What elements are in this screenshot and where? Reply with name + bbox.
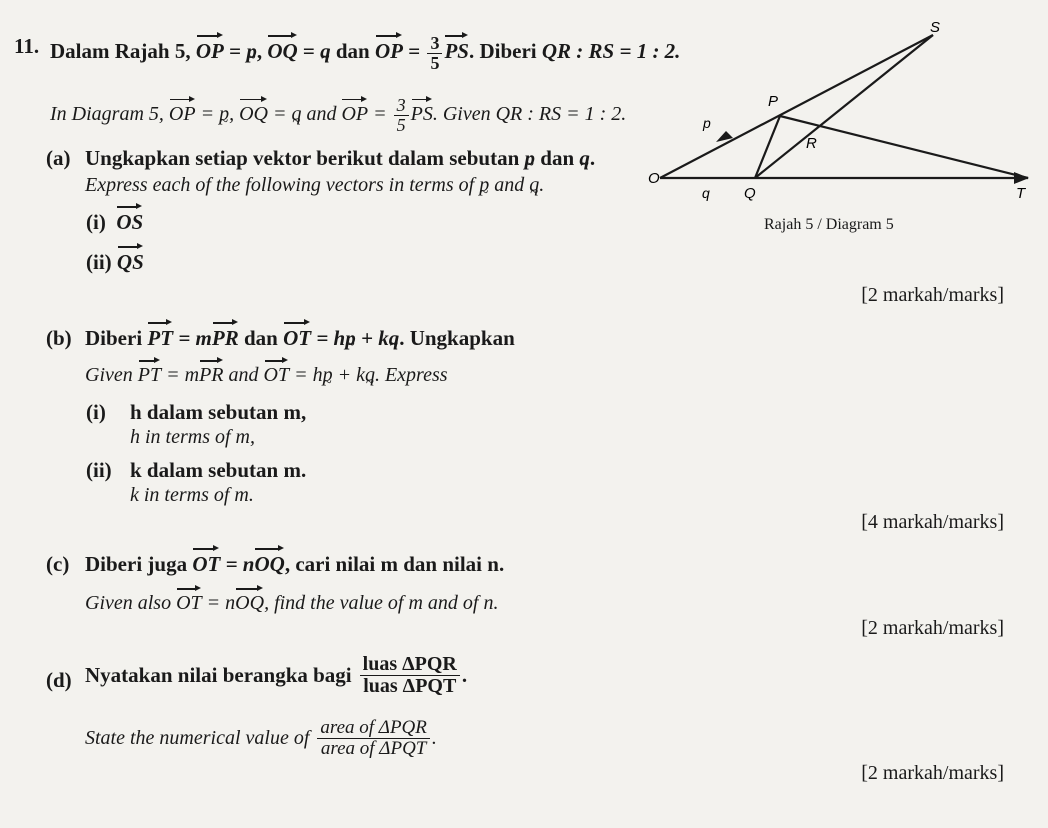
- part-c-ms: Diberi juga OT = nOQ, cari nilai m dan nilai n.: [85, 552, 505, 576]
- part-b-item-ii-ms: k dalam sebutan m.: [130, 458, 307, 482]
- part-a-ms: Ungkapkan setiap vektor berikut dalam sebutan p ~ dan q ~.: [85, 146, 595, 171]
- part-b-item-i-ms: h dalam sebutan m,: [130, 400, 307, 424]
- part-c-en: Given also OT = nOQ, find the value of m and of n.: [85, 592, 499, 614]
- part-a-item-i: (i) OS: [86, 210, 144, 234]
- part-d-en: State the numerical value of $\frac{\text{area of ΔPQR}}{\text{area of ΔPQT}}$ .: [85, 717, 437, 759]
- point-r-label: R: [806, 135, 817, 152]
- point-o-label: O: [648, 170, 660, 187]
- part-a-label: (a): [46, 146, 71, 170]
- part-c-marks: [2 markah/marks]: [861, 617, 1004, 639]
- arrow-ot-icon: [1014, 172, 1029, 184]
- part-b-label: (b): [46, 326, 72, 350]
- part-b-item-ii-label: (ii): [86, 458, 112, 482]
- part-d-ms: Nyatakan nilai berangka bagi $\frac{\text{luas ΔPQR}}{\text{luas ΔPQT}}$ .: [85, 653, 468, 697]
- part-a-item-ii: (ii) QS: [86, 250, 144, 274]
- vector-p-label: p: [703, 115, 711, 131]
- part-b-marks: [4 markah/marks]: [861, 511, 1004, 533]
- part-b-item-ii-en: k in terms of m.: [130, 484, 254, 506]
- point-p-label: P: [768, 93, 779, 110]
- part-a-en: Express each of the following vectors in terms of p ~ and q ~.: [85, 174, 544, 197]
- part-b-item-i-en: h in terms of m,: [130, 426, 255, 448]
- fraction-denominator: luas ΔPQT: [363, 675, 457, 697]
- part-c-label: (c): [46, 552, 70, 576]
- part-b-en: Given PT = mPR and OT = hp ~ + kq ~. Express: [85, 364, 448, 387]
- vector-diagram: [620, 20, 1040, 230]
- point-q-label: Q: [744, 185, 756, 202]
- question-number: 11.: [14, 34, 40, 58]
- part-d-marks: [2 markah/marks]: [861, 762, 1004, 784]
- point-t-label: T: [1016, 185, 1026, 202]
- part-a-marks: [2 markah/marks]: [861, 284, 1004, 306]
- part-d-label: (d): [46, 668, 72, 692]
- diagram-caption: Rajah 5 / Diagram 5: [764, 216, 894, 233]
- part-b-item-i-label: (i): [86, 400, 106, 424]
- question-stem-ms: Dalam Rajah 5, OP = p ~, OQ = q ~ dan OP = $\frac{3}{5}$ PS. Diberi QR : RS = 1 : 2.: [50, 34, 680, 73]
- fraction-numerator: luas ΔPQR: [360, 654, 460, 676]
- question-stem-en: In Diagram 5, OP = p ~, OQ = q ~ and OP = $\frac{3}{5}$ PS. Given QR : RS = 1 : 2.: [50, 96, 626, 135]
- vector-q-label: q: [702, 185, 710, 201]
- part-b-ms: Diberi PT = mPR dan OT = hp ~ + kq ~. Ungkapkan: [85, 326, 515, 351]
- point-s-label: S: [930, 20, 941, 36]
